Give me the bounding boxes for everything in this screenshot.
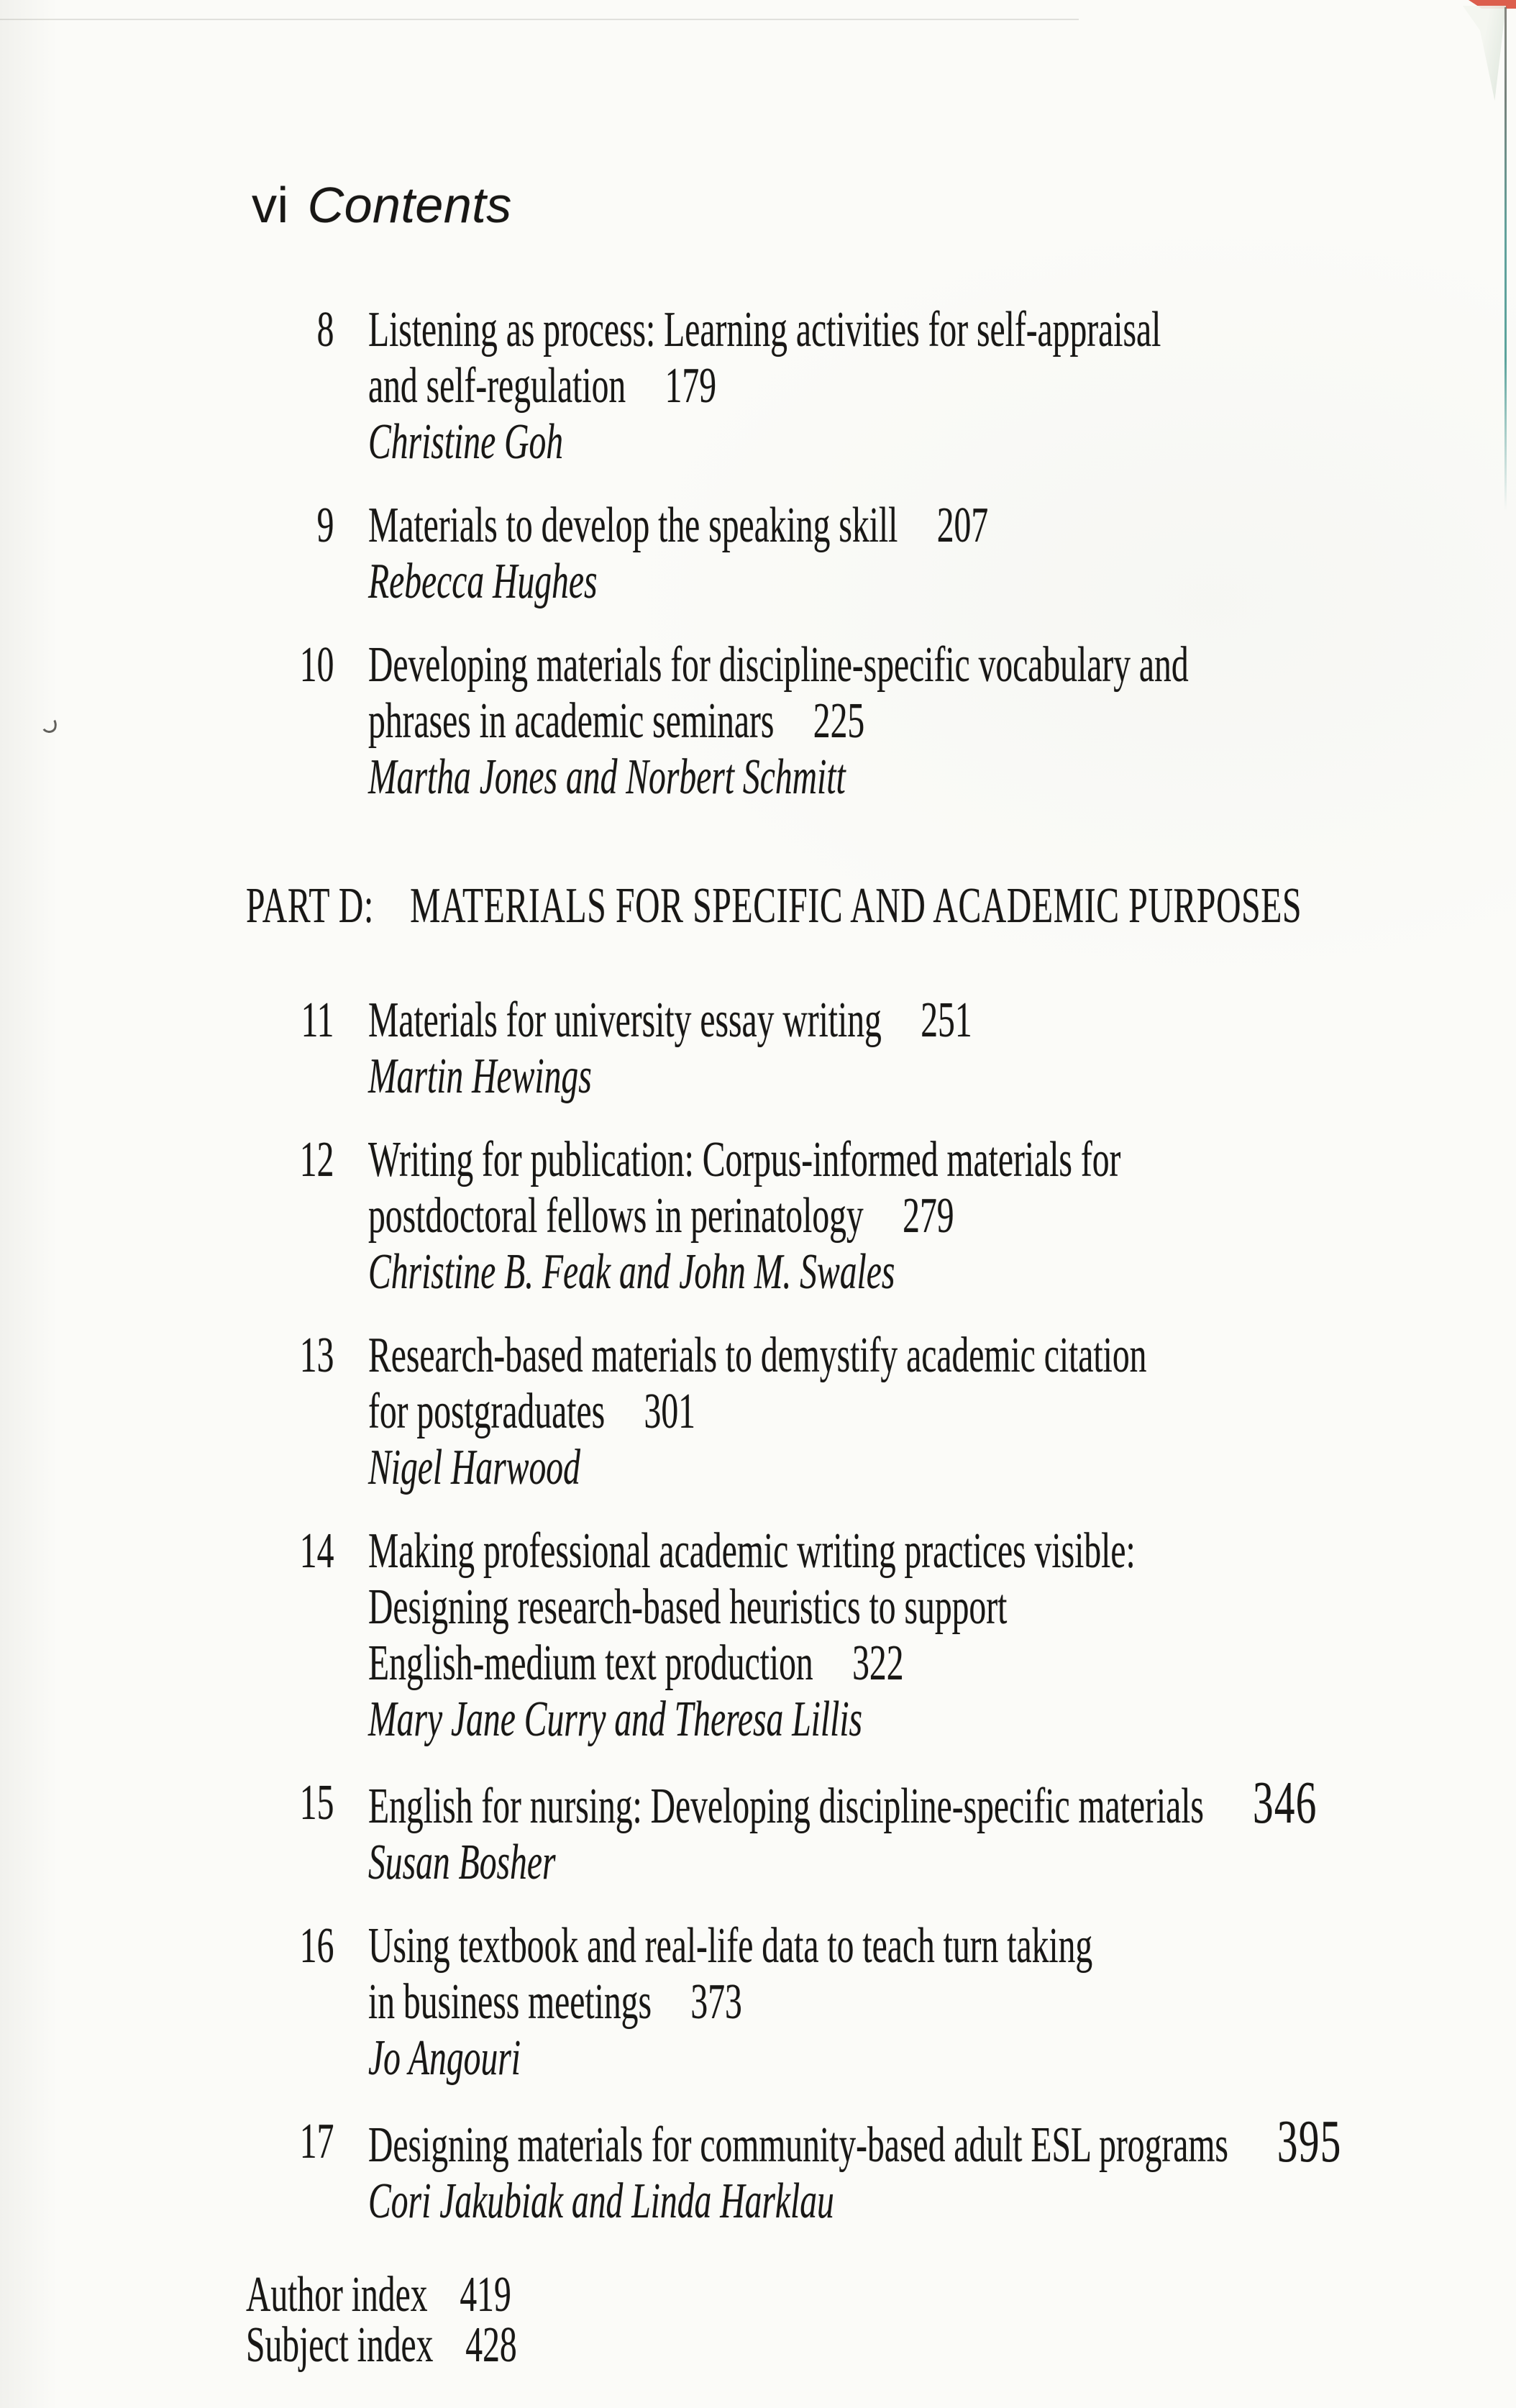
toc-entry-11 [301, 993, 1503, 1105]
author-line: Cori Jakubiak and Linda Harklau [368, 2174, 834, 2229]
chapter-title-text: English-medium text production [368, 1636, 813, 1691]
chapter-page-number: 251 [921, 993, 972, 1048]
toc-entry-14 [299, 1523, 1503, 1748]
chapter-number: 10 [299, 637, 334, 693]
part-title: MATERIALS FOR SPECIFIC AND ACADEMIC PURPOSES [410, 878, 1302, 934]
chapter-title-text: and self-regulation [368, 358, 626, 414]
page-corner-fold [1463, 6, 1506, 101]
toc-entry-line [368, 1636, 1503, 1692]
chapter-title-text: Materials to develop the speaking skill [368, 498, 898, 553]
chapter-number: 9 [316, 498, 334, 553]
chapter-title-text: Making professional academic writing practices visible: [368, 1523, 1136, 1579]
chapter-title-text: phrases in academic seminars [368, 693, 775, 749]
table-of-contents [246, 302, 1503, 2373]
toc-entry-line [299, 637, 1503, 693]
chapter-page-number: 207 [936, 498, 989, 553]
chapter-title-text: Writing for publication: Corpus-informed materials for [368, 1132, 1121, 1187]
toc-entry-line [299, 1918, 1503, 1974]
toc-entry-line [368, 1974, 1503, 2030]
toc-entry-line [299, 1132, 1503, 1188]
toc-entry-16 [299, 1918, 1503, 2087]
author-line: Rebecca Hughes [368, 554, 598, 609]
chapter-page-number: 346 [1252, 1769, 1318, 1836]
chapter-number: 13 [299, 1328, 334, 1383]
toc-entry-line [299, 1523, 1503, 1579]
author-line: Nigel Harwood [368, 1440, 580, 1495]
chapter-page-number: 373 [690, 1974, 742, 2030]
index-page-number: 419 [460, 2267, 511, 2322]
scan-artifact-mark [40, 715, 58, 734]
chapter-number: 17 [299, 2114, 334, 2169]
toc-entry-12 [299, 1132, 1503, 1300]
chapter-title-text: for postgraduates [368, 1384, 606, 1439]
page-edge-line-decoration [1504, 7, 1507, 511]
toc-entry-17 [299, 2108, 1503, 2230]
chapter-page-number: 225 [813, 693, 865, 749]
toc-entry-line [301, 993, 1503, 1049]
chapter-page-number: 279 [903, 1188, 954, 1244]
index-page-number: 428 [465, 2317, 517, 2373]
chapter-page-number: 301 [644, 1384, 695, 1439]
chapter-number: 15 [299, 1775, 334, 1830]
toc-entry-9 [316, 498, 1503, 610]
toc-entry-line [299, 2108, 1503, 2175]
part-heading [246, 875, 1503, 938]
chapter-title-text: in business meetings [368, 1974, 652, 2030]
author-line: Jo Angouri [368, 2030, 521, 2086]
chapter-title-text: Developing materials for discipline-specific vocabulary and [368, 637, 1189, 693]
chapter-number: 14 [299, 1523, 334, 1579]
chapter-title-text: Designing research-based heuristics to support [368, 1579, 1008, 1635]
author-line: Christine B. Feak and John M. Swales [368, 1244, 895, 1300]
running-head-title: Contents [307, 177, 512, 233]
chapter-page-number: 179 [665, 358, 716, 414]
chapter-number: 11 [301, 993, 334, 1048]
chapter-title-text: Using textbook and real-life data to teach turn taking [368, 1918, 1093, 1974]
toc-entry-line [368, 1188, 1503, 1244]
author-line: Mary Jane Curry and Theresa Lillis [368, 1692, 863, 1747]
scan-edge-hairline [0, 19, 1079, 20]
toc-entry-line [316, 302, 1503, 358]
index-entry-subject [246, 2317, 1503, 2373]
chapter-title-text: postdoctoral fellows in perinatology [368, 1188, 864, 1244]
chapter-page-number: 322 [852, 1636, 904, 1691]
author-line: Martin Hewings [368, 1049, 592, 1104]
toc-entry-line [368, 358, 1503, 414]
chapter-page-number: 395 [1277, 2108, 1342, 2175]
chapter-title-text: Materials for university essay writing [368, 993, 882, 1048]
chapter-title-text: Designing materials for community-based adult ESL programs [368, 2117, 1228, 2173]
part-label: PART D: [246, 878, 374, 934]
index-list [246, 2267, 1503, 2373]
toc-entry-line [368, 1579, 1503, 1636]
author-line: Martha Jones and Norbert Schmitt [368, 749, 846, 805]
toc-entry-line [299, 1769, 1503, 1836]
chapter-number: 12 [299, 1132, 334, 1187]
toc-entry-line [368, 693, 1503, 749]
page-folio: vi [252, 177, 289, 233]
toc-entry-line [299, 1328, 1503, 1384]
toc-entry-8 [316, 302, 1503, 470]
running-head [252, 178, 512, 232]
chapter-title-text: Listening as process: Learning activities for self-appraisal [368, 302, 1161, 357]
author-line: Christine Goh [368, 414, 564, 470]
toc-entry-line [316, 498, 1503, 554]
author-line: Susan Bosher [368, 1835, 556, 1890]
index-label: Subject index [246, 2317, 434, 2373]
chapter-number: 16 [299, 1918, 334, 1974]
chapter-title-text: Research-based materials to demystify academic citation [368, 1328, 1147, 1383]
toc-entry-15 [299, 1769, 1503, 1891]
toc-entry-line [368, 1384, 1503, 1440]
toc-entry-10 [299, 637, 1503, 806]
index-entry-author [246, 2267, 1503, 2322]
index-label: Author index [246, 2267, 428, 2322]
toc-entry-13 [299, 1328, 1503, 1496]
chapter-title-text: English for nursing: Developing discipline-specific materials [368, 1779, 1204, 1834]
chapter-number: 8 [316, 302, 334, 357]
